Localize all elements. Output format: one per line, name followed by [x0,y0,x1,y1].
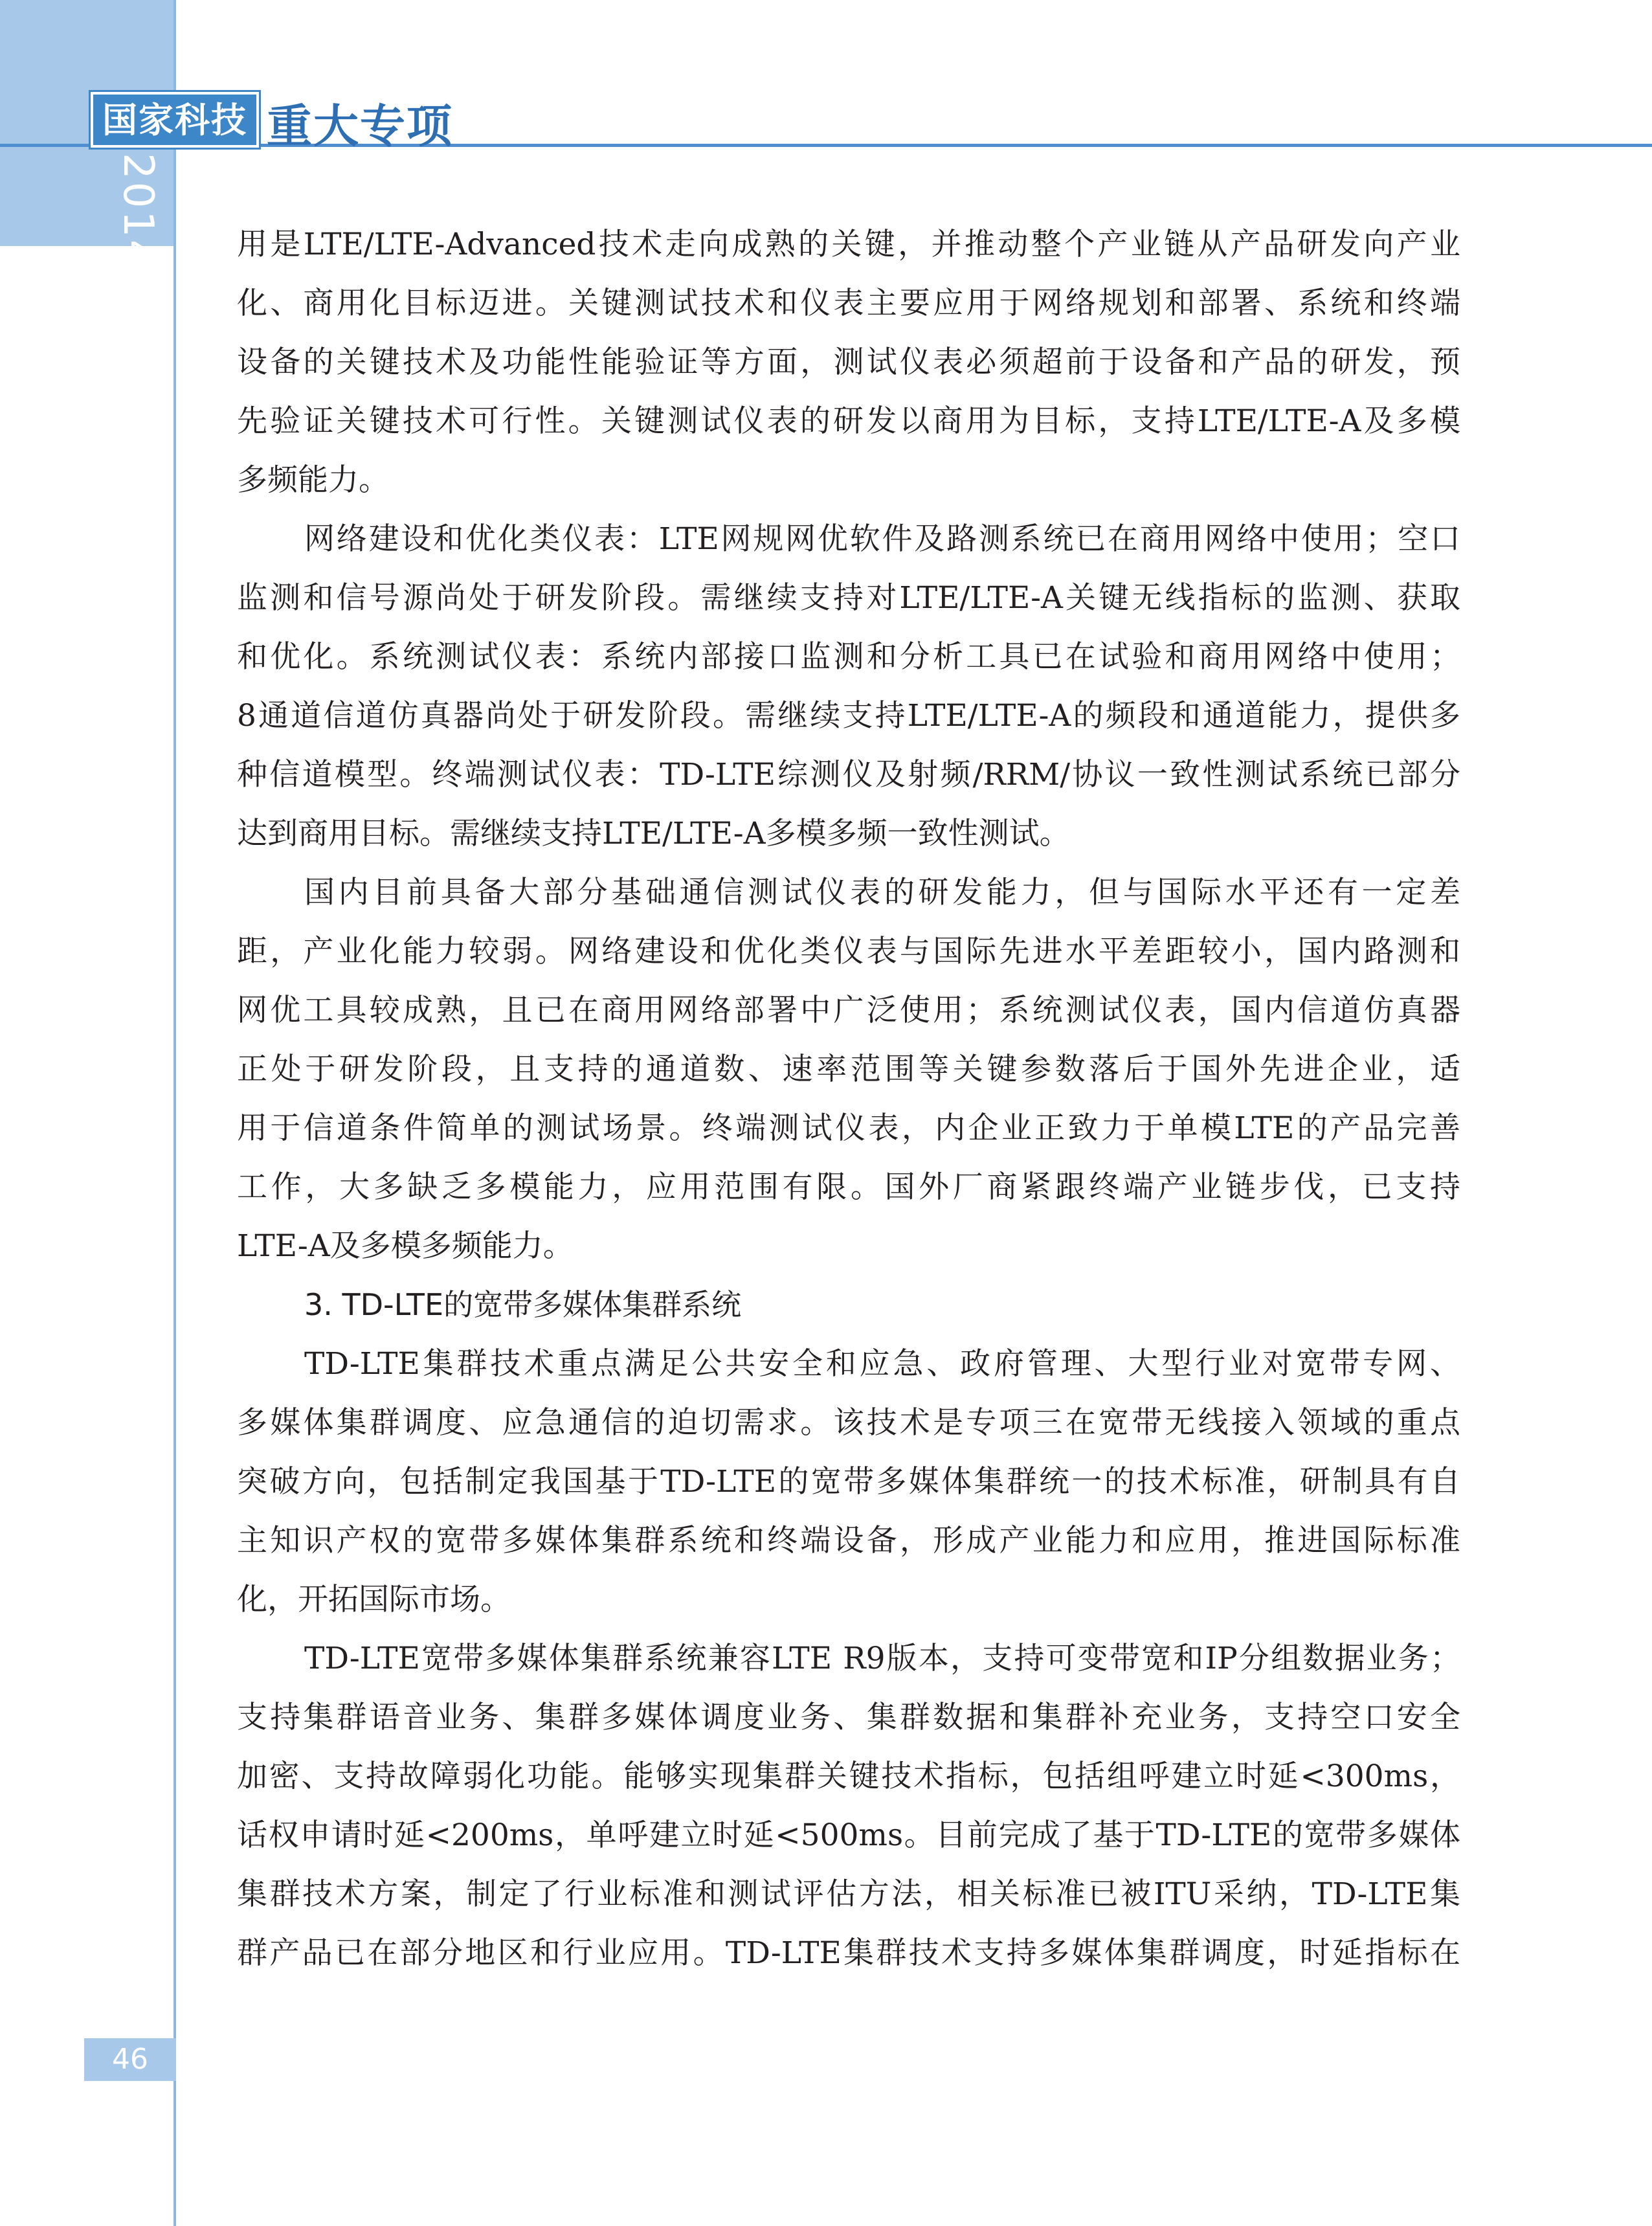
text-line: 集群技术方案，制定了行业标准和测试评估方法，相关标准已被ITU采纳，TD-LTE集 [237,1876,1460,1912]
text-line: 网络建设和优化类仪表：LTE网规网优软件及路测系统已在商用网络中使用；空口 [304,521,1460,557]
margin-line [173,0,176,2226]
body-text [237,215,1460,1983]
text-line: TD-LTE宽带多媒体集群系统兼容LTE R9版本，支持可变带宽和IP分组数据业务； [304,1641,1460,1676]
text-line: 化，开拓国际市场。 [237,1582,511,1617]
text-line: 多频能力。 [237,462,389,498]
running-header [91,95,453,153]
text-line: LTE-A及多模多频能力。 [237,1228,574,1264]
text-line: 先验证关键技术可行性。关键测试仪表的研发以商用为目标，支持LTE/LTE-A及多模 [237,403,1460,439]
text-line: TD-LTE集群技术重点满足公共安全和应急、政府管理、大型行业对宽带专网、 [304,1346,1460,1382]
text-line: 种信道模型。终端测试仪表：TD-LTE综测仪及射频/RRM/协议一致性测试系统已部分 [237,757,1460,793]
text-line: 群产品已在部分地区和行业应用。TD-LTE集群技术支持多媒体集群调度，时延指标在 [237,1935,1460,1971]
section-heading: 3. TD-LTE的宽带多媒体集群系统 [304,1287,742,1322]
text-line: 达到商用目标。需继续支持LTE/LTE-A多模多频一致性测试。 [237,816,1070,851]
text-line: 8通道信道仿真器尚处于研发阶段。需继续支持LTE/LTE-A的频段和通道能力，提供多 [237,698,1460,734]
text-line: 工作，大多缺乏多模能力，应用范围有限。国外厂商紧跟终端产业链步伐，已支持 [237,1169,1460,1205]
page-number: 46 [84,2038,176,2081]
text-line: 国内目前具备大部分基础通信测试仪表的研发能力，但与国际水平还有一定差 [304,875,1460,910]
text-line: 化、商用化目标迈进。关键测试技术和仪表主要应用于网络规划和部署、系统和终端 [237,286,1460,321]
text-line: 距，产业化能力较弱。网络建设和优化类仪表与国际先进水平差距较小，国内路测和 [237,934,1460,969]
text-line: 用于信道条件简单的测试场景。终端测试仪表，内企业正致力于单模LTE的产品完善 [237,1110,1460,1146]
side-year-label: 2014 年度报告 [114,153,162,461]
text-line: 网优工具较成熟，且已在商用网络部署中广泛使用；系统测试仪表，国内信道仿真器 [237,993,1460,1028]
text-line: 突破方向，包括制定我国基于TD-LTE的宽带多媒体集群统一的技术标准，研制具有自 [237,1464,1460,1500]
text-line: 正处于研发阶段，且支持的通道数、速率范围等关键参数落后于国外先进企业，适 [237,1051,1460,1087]
text-line: 设备的关键技术及功能性能验证等方面，测试仪表必须超前于设备和产品的研发，预 [237,344,1460,380]
text-line: 多媒体集群调度、应急通信的迫切需求。该技术是专项三在宽带无线接入领域的重点 [237,1405,1460,1441]
text-line: 和优化。系统测试仪表：系统内部接口监测和分析工具已在试验和商用网络中使用； [237,639,1460,675]
text-line: 支持集群语音业务、集群多媒体调度业务、集群数据和集群补充业务，支持空口安全 [237,1700,1460,1735]
text-line: 用是LTE/LTE-Advanced技术走向成熟的关键，并推动整个产业链从产品研发向产业 [237,227,1460,262]
text-line: 话权申请时延<200ms，单呼建立时延<500ms。目前完成了基于TD-LTE的宽带多媒体 [237,1817,1460,1853]
text-line: 加密、支持故障弱化功能。能够实现集群关键技术指标，包括组呼建立时延<300ms， [237,1759,1460,1794]
brand-box: 国家科技 [91,92,259,148]
text-line: 监测和信号源尚处于研发阶段。需继续支持对LTE/LTE-A关键无线指标的监测、获取 [237,580,1460,616]
text-line: 主知识产权的宽带多媒体集群系统和终端设备，形成产业能力和应用，推进国际标准 [237,1523,1460,1558]
brand-title: 重大专项 [267,99,453,153]
